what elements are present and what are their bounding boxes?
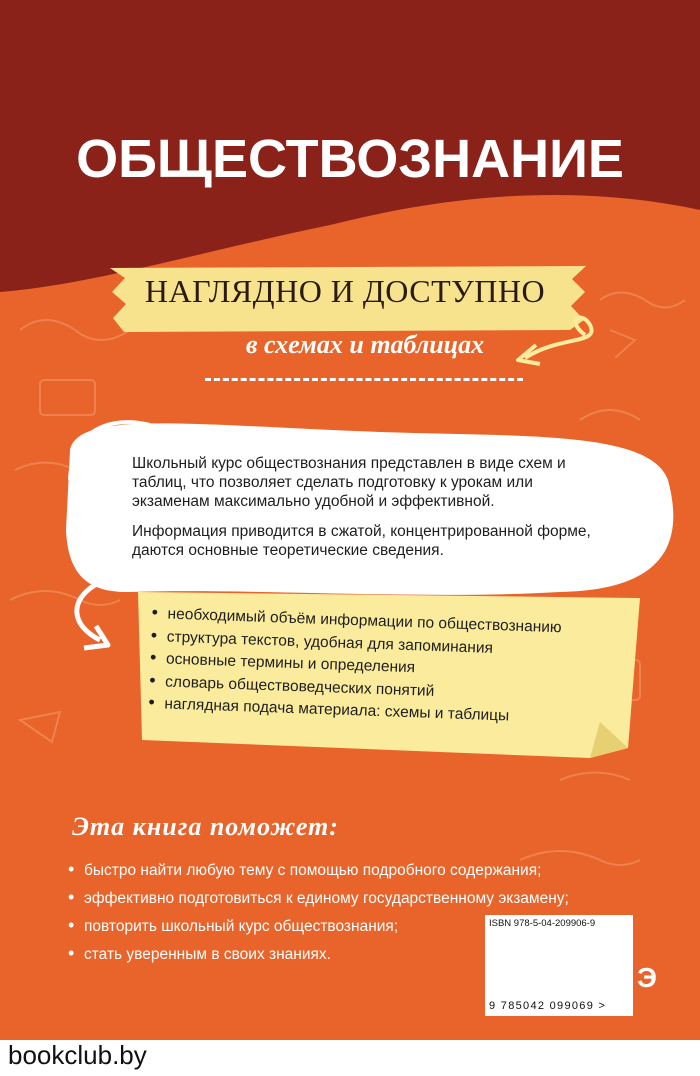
features-list <box>148 602 632 731</box>
site-watermark[interactable]: bookclub.by <box>8 1040 147 1070</box>
dashed-underline <box>205 378 523 381</box>
description-paragraph: Информация приводится в сжатой, концентрированной форме, даются основные теоретические сведения. <box>132 523 591 559</box>
subtitle: в схемах и таблицах <box>245 330 485 359</box>
isbn-text: ISBN 978-5-04-209906-9 <box>489 918 596 929</box>
features-list-item: • наглядная подача материала: схемы и таблицы <box>148 692 628 731</box>
bubble-arrow <box>77 585 100 640</box>
helps-list-item: • повторить школьный курс обществознания; <box>68 912 569 940</box>
description-block <box>132 454 592 571</box>
helps-list-item: • быстро найти любую тему с помощью подробного содержания; <box>68 856 569 884</box>
publisher-logo-icon: Э <box>637 962 657 993</box>
features-list-item: • словарь обществоведческих понятий <box>149 669 629 708</box>
barcode-digits: 9 785042 099069 > <box>489 1000 607 1012</box>
features-list-item: • основные термины и определения <box>150 647 630 686</box>
description-paragraph: Школьный курс обществознания представлен в виде схем и таблиц, что позволяет сделать подготовку к урокам или экзаменам максимально удобной и эффективной. <box>132 455 566 510</box>
helps-list-item: • стать уверенным в своих знаниях. <box>68 940 569 968</box>
helps-heading: Эта книга поможет: <box>72 812 339 841</box>
book-title: ОБЩЕСТВОЗНАНИЕ <box>76 129 624 189</box>
features-list-item: • необходимый объём информации по обществознанию <box>151 602 631 641</box>
banner-text: НАГЛЯДНО И ДОСТУПНО <box>144 273 546 309</box>
features-list-item: • структура текстов, удобная для запоминания <box>150 624 630 663</box>
helps-list-item: • эффективно подготовиться к единому государственному экзамену; <box>68 884 569 912</box>
